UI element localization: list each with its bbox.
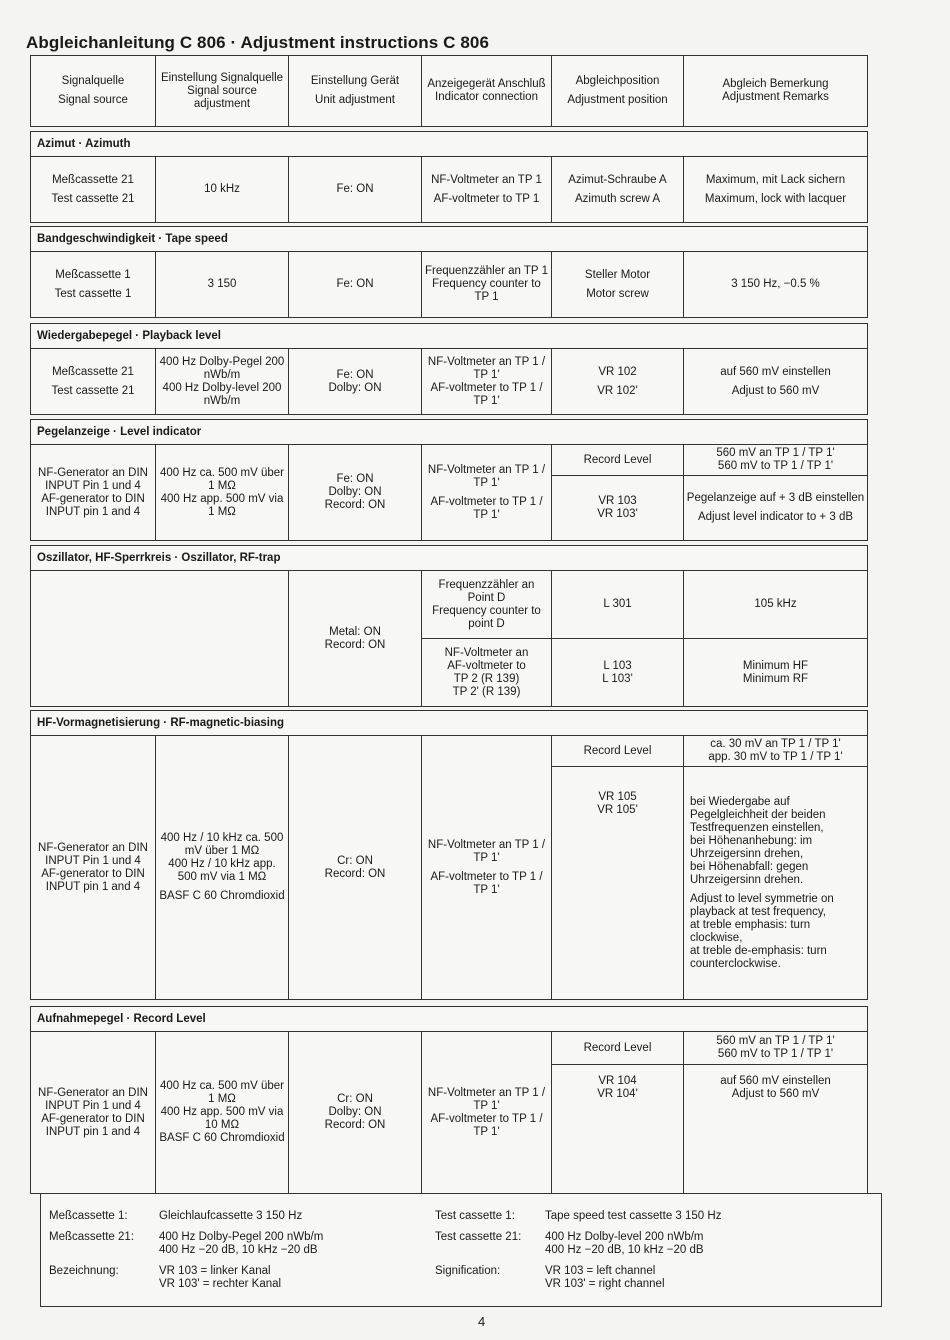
cell-text: VR 102'	[597, 384, 638, 397]
section-title: Bandgeschwindigkeit · Tape speed	[31, 227, 867, 252]
cell-text: Frequenzzähler an TP 1	[425, 265, 548, 277]
header-signal-source	[31, 56, 156, 126]
cell-text: 3 150 Hz, −0.5 %	[731, 278, 820, 290]
cell-text: AF-voltmeter to TP 1 / TP 1'	[430, 1112, 543, 1138]
section-title: Oszillator, HF-Sperrkreis · Oszillator, RF-trap	[31, 546, 867, 571]
cell-source	[31, 157, 156, 222]
cell-text: Frequency counter to TP 1	[432, 278, 541, 303]
cell-text: 560 mV to TP 1 / TP 1'	[717, 460, 834, 472]
remarks-bottom	[684, 766, 867, 999]
cell-text: NF-Voltmeter an TP 1 / TP 1'	[427, 355, 546, 381]
cell-position	[552, 157, 684, 222]
cell-text: bei Höhenanhebung: im Uhrzeigersinn drehen,	[690, 834, 813, 860]
cell-text: Record Level	[583, 744, 652, 757]
cell-indicator	[422, 571, 552, 638]
cell-text: AF-voltmeter to TP 1 / TP 1'	[430, 495, 543, 521]
cell-text: Minimum RF	[742, 672, 809, 685]
remarks-top	[684, 1032, 867, 1064]
header-text: Anzeigegerät Anschluß	[427, 78, 546, 90]
cell-remarks	[684, 736, 867, 999]
cell-text: Maximum, lock with lacquer	[704, 192, 847, 205]
header-indicator	[422, 56, 552, 126]
cell-remarks	[684, 1032, 867, 1193]
cell-unit	[289, 571, 422, 706]
cell-text: bei Höhenabfall: gegen Uhrzeigersinn drehen.	[690, 860, 809, 886]
cell-text: VR 105'	[597, 804, 638, 816]
note-value: VR 103 = linker Kanal VR 103' = rechter Kanal	[159, 1265, 282, 1290]
section-azimuth	[30, 131, 868, 223]
remarks-bottom	[684, 1064, 867, 1193]
cell-text: NF-Generator an DIN INPUT Pin 1 und 4	[38, 466, 148, 492]
cell-source	[31, 1032, 156, 1193]
cell-text: Azimut-Schraube A	[568, 173, 667, 186]
cell-text: Record: ON	[324, 1119, 386, 1131]
cell-remarks	[684, 252, 867, 317]
cell-text: VR 103	[598, 495, 637, 507]
cell-text: Fe: ON	[336, 183, 374, 195]
note-item	[49, 1231, 323, 1257]
cell-empty	[31, 571, 289, 706]
cell-text: Test cassette 1	[54, 287, 132, 300]
section-level-indicator	[30, 419, 868, 541]
note-item	[435, 1231, 721, 1257]
header-signal-source-adjustment	[156, 56, 289, 126]
section-oscillator	[30, 545, 868, 707]
cell-text: 400 Hz / 10 kHz app. 500 mV via 1 MΩ	[168, 858, 276, 883]
section-title: Wiedergabepegel · Playback level	[31, 324, 867, 349]
cell-text: Adjust level indicator to + 3 dB	[697, 511, 854, 523]
position-bottom	[552, 475, 683, 540]
note-value: 400 Hz Dolby-Pegel 200 nWb/m 400 Hz −20 dB, 10 kHz −20 dB	[159, 1231, 324, 1256]
cell-text: Record Level	[583, 1041, 652, 1054]
cell-indicator	[422, 736, 552, 999]
cell-indicator	[422, 349, 552, 414]
cell-text: BASF C 60 Chromdioxid	[159, 1132, 285, 1144]
header-text: Abgleichposition	[575, 75, 660, 87]
header-text: Signalquelle	[61, 75, 125, 87]
cell-text: 400 Hz app. 500 mV via 1 MΩ	[160, 492, 284, 518]
cell-text: Record: ON	[324, 499, 386, 511]
cell-indicator	[422, 445, 552, 540]
cell-unit	[289, 349, 422, 414]
cell-text: Steller Motor	[584, 268, 651, 281]
cell-text: Test cassette 21	[51, 192, 135, 205]
cell-text: Maximum, mit Lack sichern	[705, 173, 846, 186]
notes-english	[435, 1210, 721, 1299]
cell-text: AF-generator to DIN INPUT pin 1 and 4	[41, 492, 145, 518]
note-value: VR 103 = left channel VR 103' = right channel	[545, 1265, 665, 1290]
cell-unit	[289, 157, 422, 222]
header-text: Adjustment Remarks	[722, 91, 829, 103]
cell-text: at treble de-emphasis: turn counterclockwise.	[690, 944, 827, 970]
cell-position	[552, 736, 684, 999]
note-item	[435, 1210, 721, 1223]
cell-source	[31, 445, 156, 540]
header-text: Einstellung Signalquelle	[160, 71, 284, 84]
cell-text: VR 105	[598, 791, 637, 803]
cell-text: 3 150	[207, 278, 237, 290]
cell-text: 560 mV an TP 1 / TP 1'	[716, 1035, 835, 1047]
header-text: Unit adjustment	[315, 94, 395, 106]
cell-text: Cr: ON	[337, 854, 373, 867]
cell-text: TP 2 (R 139)	[453, 672, 520, 685]
cell-text: Frequenzzähler an Point D	[438, 578, 535, 604]
cell-text: Cr: ON	[337, 1093, 373, 1105]
cell-text: Dolby: ON	[328, 486, 382, 498]
cell-text: ca. 30 mV an TP 1 / TP 1'	[710, 738, 841, 750]
note-value: 400 Hz Dolby-level 200 nWb/m 400 Hz −20 dB, 10 kHz −20 dB	[545, 1231, 704, 1256]
cell-source	[31, 349, 156, 414]
cell-text: Test cassette 21	[51, 384, 135, 397]
section-title: Azimut · Azimuth	[31, 132, 867, 157]
note-value: Gleichlaufcassette 3 150 Hz	[159, 1210, 303, 1222]
header-text: Abgleich Bemerkung	[722, 78, 829, 90]
cell-text: VR 102	[598, 365, 637, 378]
header-text: Signal source	[58, 94, 128, 106]
cell-text: Minimum HF	[742, 659, 809, 672]
cell-unit	[289, 1032, 422, 1193]
position-top	[552, 736, 683, 766]
header-text: Signal source adjustment	[187, 84, 257, 110]
cell-text: NF-Voltmeter an	[444, 646, 529, 659]
cell-text: NF-Generator an DIN INPUT Pin 1 und 4	[38, 841, 148, 867]
cell-text: 400 Hz ca. 500 mV über 1 MΩ	[159, 1080, 284, 1105]
notes-german	[49, 1210, 323, 1299]
cell-text: 560 mV an TP 1 / TP 1'	[716, 447, 835, 459]
cell-text: L 103	[603, 659, 632, 672]
header-unit-adjustment	[289, 56, 422, 126]
cell-text: BASF C 60 Chromdioxid	[159, 890, 285, 902]
cell-unit	[289, 736, 422, 999]
cell-text: Meßcassette 1	[55, 268, 131, 281]
cell-source-adj	[156, 445, 289, 540]
cell-text: 400 Hz Dolby-Pegel 200 nWb/m	[159, 355, 285, 381]
cell-text: AF-voltmeter to TP 1 / TP 1'	[430, 381, 543, 407]
remarks-top	[684, 736, 867, 766]
cell-source	[31, 736, 156, 999]
section-title: Aufnahmepegel · Record Level	[31, 1007, 867, 1032]
oscillator-row-frequency	[422, 571, 867, 639]
section-rf-biasing	[30, 710, 868, 1000]
note-key: Test cassette 21:	[435, 1231, 522, 1243]
note-item	[49, 1210, 323, 1223]
section-title: Pegelanzeige · Level indicator	[31, 420, 867, 445]
cell-text: NF-Voltmeter an TP 1	[431, 173, 542, 186]
cell-text: TP 2' (R 139)	[452, 685, 521, 698]
position-top	[552, 1032, 683, 1064]
cell-text: bei Wiedergabe auf Pegelgleichheit der beiden Testfrequenzen einstellen,	[690, 795, 826, 834]
header-adjustment-position	[552, 56, 684, 126]
cell-source-adj	[156, 349, 289, 414]
cell-remarks	[684, 639, 867, 706]
note-value: Tape speed test cassette 3 150 Hz	[545, 1210, 722, 1222]
cell-text: Azimuth screw A	[575, 192, 660, 205]
cell-text: auf 560 mV einstellen	[720, 365, 831, 378]
cell-indicator	[422, 252, 552, 317]
cell-text: 560 mV to TP 1 / TP 1'	[717, 1048, 834, 1060]
cell-text: 105 kHz	[754, 598, 797, 610]
cell-text: NF-Voltmeter an TP 1 / TP 1'	[427, 838, 546, 864]
table-header	[30, 55, 868, 127]
section-playback-level	[30, 323, 868, 415]
cell-text: 400 Hz app. 500 mV via 10 MΩ	[160, 1106, 284, 1131]
note-key: Test cassette 1:	[435, 1210, 515, 1222]
position-top	[552, 445, 683, 475]
cell-text: VR 104'	[597, 1088, 638, 1100]
cell-text: Meßcassette 21	[52, 365, 134, 378]
cell-source-adj	[156, 736, 289, 999]
cell-text: NF-Voltmeter an TP 1 / TP 1'	[427, 1086, 546, 1112]
cell-indicator	[422, 639, 552, 706]
cell-unit	[289, 445, 422, 540]
cell-source	[31, 252, 156, 317]
cell-indicator	[422, 157, 552, 222]
cell-text: Dolby: ON	[328, 1106, 382, 1118]
cell-text: Frequency counter to point D	[432, 604, 541, 630]
cell-position	[552, 252, 684, 317]
cell-text: Record: ON	[324, 867, 386, 880]
note-key: Meßcassette 1:	[49, 1210, 128, 1222]
page-title: Abgleichanleitung C 806 · Adjustment instructions C 806	[26, 33, 489, 52]
cell-text: VR 103'	[597, 508, 638, 520]
cell-remarks	[684, 349, 867, 414]
note-key: Meßcassette 21:	[49, 1231, 135, 1243]
cell-source-adj	[156, 252, 289, 317]
cell-text: Fe: ON	[336, 278, 374, 290]
cell-text: Adjust to 560 mV	[731, 384, 820, 397]
cell-text: Pegelanzeige auf + 3 dB einstellen	[686, 492, 865, 504]
header-remarks	[684, 56, 867, 126]
cell-position	[552, 1032, 684, 1193]
cell-text: 10 kHz	[204, 183, 240, 195]
cell-text: VR 104	[598, 1075, 637, 1087]
section-tape-speed	[30, 226, 868, 318]
cell-text: Motor screw	[586, 287, 649, 300]
cell-text: Adjust to level symmetrie on playback at test frequency,	[690, 892, 834, 918]
cell-text: app. 30 mV to TP 1 / TP 1'	[708, 751, 843, 763]
header-text: Adjustment position	[567, 94, 668, 106]
cell-remarks	[684, 157, 867, 222]
cell-position	[552, 571, 684, 638]
oscillator-row-trap	[422, 639, 867, 706]
cell-text: auf 560 mV einstellen	[720, 1075, 831, 1087]
cell-text: NF-Voltmeter an TP 1 / TP 1'	[427, 463, 546, 489]
cell-text: Dolby: ON	[328, 381, 382, 394]
cell-text: at treble emphasis: turn clockwise,	[690, 918, 811, 944]
cell-position	[552, 349, 684, 414]
section-record-level	[30, 1006, 868, 1194]
note-key: Signification:	[435, 1265, 501, 1277]
cell-text: AF-voltmeter to TP 1 / TP 1'	[430, 870, 543, 896]
cell-text: L 103'	[602, 672, 633, 685]
note-item	[49, 1265, 323, 1291]
cell-text: Metal: ON	[329, 625, 381, 638]
remarks-bottom	[684, 475, 867, 540]
cell-text: Adjust to 560 mV	[731, 1088, 820, 1100]
cell-text: AF-generator to DIN INPUT pin 1 and 4	[41, 867, 145, 893]
cell-text: Record: ON	[324, 638, 386, 651]
cell-remarks	[684, 571, 867, 638]
page-number: 4	[478, 1314, 486, 1329]
cell-text: AF-voltmeter to TP 1	[433, 192, 540, 205]
cell-indicator	[422, 1032, 552, 1193]
header-text: Indicator connection	[435, 91, 538, 103]
cell-text: 400 Hz Dolby-level 200 nWb/m	[162, 381, 282, 407]
position-bottom	[552, 1064, 683, 1193]
note-item	[435, 1265, 721, 1291]
cell-text: Meßcassette 21	[52, 173, 134, 186]
header-text: Einstellung Gerät	[310, 75, 400, 87]
cell-text: Fe: ON	[336, 473, 374, 485]
note-key: Bezeichnung:	[49, 1265, 119, 1277]
cell-remarks	[684, 445, 867, 540]
cell-source-adj	[156, 157, 289, 222]
cell-position	[552, 639, 684, 706]
cell-text: 400 Hz ca. 500 mV über 1 MΩ	[159, 466, 284, 492]
cell-text: 400 Hz / 10 kHz ca. 500 mV über 1 MΩ	[160, 832, 284, 857]
cell-text: Fe: ON	[336, 368, 374, 381]
cell-text: NF-Generator an DIN INPUT Pin 1 und 4	[38, 1086, 148, 1112]
cell-position	[552, 445, 684, 540]
cell-text: L 301	[603, 598, 632, 610]
position-bottom	[552, 766, 683, 999]
cell-text: AF-generator to DIN INPUT pin 1 and 4	[41, 1112, 145, 1138]
section-title: HF-Vormagnetisierung · RF-magnetic-biasing	[31, 711, 867, 736]
cell-unit	[289, 252, 422, 317]
remarks-top	[684, 445, 867, 475]
legend-notes	[40, 1193, 882, 1307]
cell-text: Record Level	[583, 453, 652, 466]
oscillator-subrows	[422, 571, 867, 706]
cell-source-adj	[156, 1032, 289, 1193]
cell-text: AF-voltmeter to	[447, 659, 526, 672]
